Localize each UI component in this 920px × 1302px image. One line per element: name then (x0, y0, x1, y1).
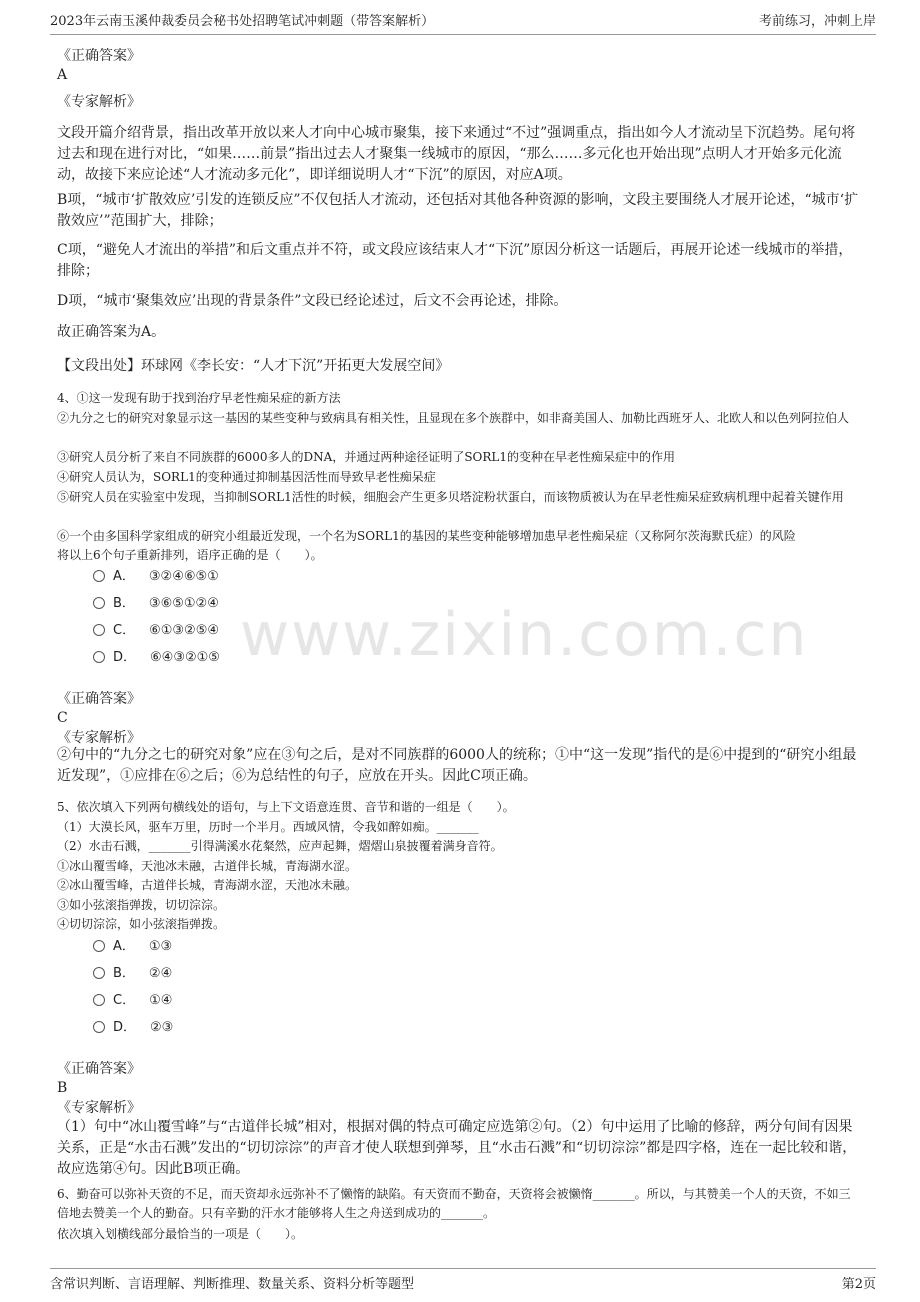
page-number: 第2页 (841, 1277, 876, 1292)
page-header (50, 8, 876, 35)
radio-icon[interactable] (93, 1021, 105, 1033)
question-sentence: ②九分之七的研究对象显示这一基因的某些变种与致病具有相关性，且显现在多个族群中，如非裔美国人、加勒比西班牙人、北欧人和以色列阿拉伯人 (57, 411, 850, 425)
question-stem: 5、依次填入下列两句横线处的语句，与上下文语意连贯、音节和谐的一组是（ ）。 (57, 800, 515, 814)
footer-note: 含常识判断、言语理解、判断推理、数量关系、资料分析等题型 (50, 1277, 415, 1292)
option-c[interactable]: C． ①④ (93, 992, 172, 1010)
question-sentence: ⑤研究人员在实验室中发现，当抑制SORL1活性的时候，细胞会产生更多贝塔淀粉状蛋白，而该物质被认为在早老性痴呆症致病机理中起着关键作用 (57, 490, 844, 504)
analysis-paragraph: B项，“城市‘扩散效应’引发的连锁反应”不仅包括人才流动，还包括对其他各种资源的影响，文段主要围绕人才展开论述，“城市‘扩散效应’”范围扩大，排除； (57, 192, 859, 229)
analysis-paragraph: D项，“城市‘聚集效应’出现的背景条件”文段已经论述过，后文不会再论述，排除。 (57, 293, 568, 309)
option-d[interactable]: D． ⑥④③②①⑤ (93, 649, 220, 667)
question-choice: ④切切淙淙，如小弦滚指弹拨。 (57, 917, 226, 931)
option-a[interactable]: A． ①③ (93, 938, 172, 956)
document-title: 2023年云南玉溪仲裁委员会秘书处招聘笔试冲刺题（带答案解析） (50, 14, 435, 29)
radio-icon[interactable] (93, 994, 105, 1006)
radio-icon[interactable] (93, 597, 105, 609)
question-sentence: ③研究人员分析了来自不同族群的6000多人的DNA，并通过两种途径证明了SORL1的变种在早老性痴呆症中的作用 (57, 450, 676, 464)
question-stem: 将以上6个句子重新排列，语序正确的是（ ）。 (57, 548, 323, 562)
analysis-conclusion: 故正确答案为A。 (57, 324, 166, 340)
analysis-label: 《专家解析》 (57, 730, 141, 746)
question-sentence: 4、①这一发现有助于找到治疗早老性痴呆症的新方法 (57, 391, 341, 405)
option-b[interactable]: B． ②④ (93, 965, 172, 983)
question-stem: 6、勤奋可以弥补天资的不足，而天资却永远弥补不了懒惰的缺陷。有天资而不勤奋，天资将会被懒惰_______。所以，与其赞美一个人的天资，不如三倍地去赞美一个人的勤奋。只有辛勤的汗水才能够将人生之舟送到成功的_______。 (57, 1187, 851, 1220)
source-note: 【文段出处】环球网《李长安：“人才下沉”开拓更大发展空间》 (57, 358, 450, 374)
question-line: （2）水击石溅，_______引得满溪水花粲然，应声起舞，熠熠山泉披覆着满身音符。 (57, 839, 503, 853)
answer-label: 《正确答案》 (57, 1061, 141, 1077)
radio-icon[interactable] (93, 940, 105, 952)
page-footer (50, 1268, 876, 1292)
answer-label: 《正确答案》 (57, 691, 141, 707)
answer-label: 《正确答案》 (57, 48, 141, 64)
question-sentence: ⑥一个由多国科学家组成的研究小组最近发现，一个名为SORL1的基因的某些变种能够增加患早老性痴呆症（又称阿尔茨海默氏症）的风险 (57, 529, 796, 543)
question-choice: ①冰山覆雪峰，天池冰未融，古道伴长城，青海湖水涩。 (57, 859, 358, 873)
radio-icon[interactable] (93, 967, 105, 979)
answer-value: A (57, 67, 68, 83)
question-ask: 依次填入划横线部分最恰当的一项是（ ）。 (57, 1227, 304, 1241)
watermark: www.zixin.com.cn (240, 600, 809, 670)
question-choice: ③如小弦滚指弹拨，切切淙淙。 (57, 898, 226, 912)
analysis-paragraph: C项，“避免人才流出的举措”和后文重点并不符，或文段应该结束人才“下沉”原因分析这一话题后，再展开论述一线城市的举措，排除； (57, 242, 853, 279)
radio-icon[interactable] (93, 651, 105, 663)
analysis-paragraph: ②句中的“九分之七的研究对象”应在③句之后，是对不同族群的6000人的统称；①中“这一发现”指代的是⑥中提到的“研究小组最近发现”，①应排在⑥之后；⑥为总结性的句子，应放在开头。因此C项正确。 (57, 747, 857, 784)
option-b[interactable]: B． ③⑥⑤①②④ (93, 595, 219, 613)
question-line: （1）大漠长风，驱车万里，历时一个半月。西域风情，令我如醉如痴。_______ (57, 820, 479, 834)
answer-value: C (57, 710, 68, 726)
radio-icon[interactable] (93, 624, 105, 636)
radio-icon[interactable] (93, 570, 105, 582)
option-c[interactable]: C． ⑥①③②⑤④ (93, 622, 219, 640)
analysis-label: 《专家解析》 (57, 1100, 141, 1116)
question-choice: ②冰山覆雪峰，古道伴长城，青海湖水涩，天池冰未融。 (57, 878, 358, 892)
option-a[interactable]: A． ③②④⑥⑤① (93, 568, 219, 586)
option-d[interactable]: D． ②③ (93, 1019, 173, 1037)
question-sentence: ④研究人员认为，SORL1的变种通过抑制基因活性而导致早老性痴呆症 (57, 470, 436, 484)
answer-value: B (57, 1080, 68, 1096)
analysis-label: 《专家解析》 (57, 94, 141, 110)
analysis-paragraph: 文段开篇介绍背景，指出改革开放以来人才向中心城市聚集，接下来通过“不过”强调重点，指出如今人才流动呈下沉趋势。尾句将过去和现在进行对比，“如果……前景”指出过去人才聚集一线城市的原因，“那么……多元化也开始出现”点明人才开始多元化流动，故接下来应论述“人才流动多元化”，即详细说明人才“下沉”的原因，对应A项。 (57, 125, 856, 183)
header-slogan: 考前练习，冲刺上岸 (758, 14, 876, 29)
analysis-paragraph: （1）句中“冰山覆雪峰”与“古道伴长城”相对，根据对偶的特点可确定应选第②句。（2）句中运用了比喻的修辞，两分句间有因果关系，正是“水击石溅”发出的“切切淙淙”的声音才使人联想到弹琴，且“水击石溅”和“切切淙淙”都是四字格，连在一起比较和谐，故应选第④句。因此B项正确。 (57, 1119, 857, 1177)
